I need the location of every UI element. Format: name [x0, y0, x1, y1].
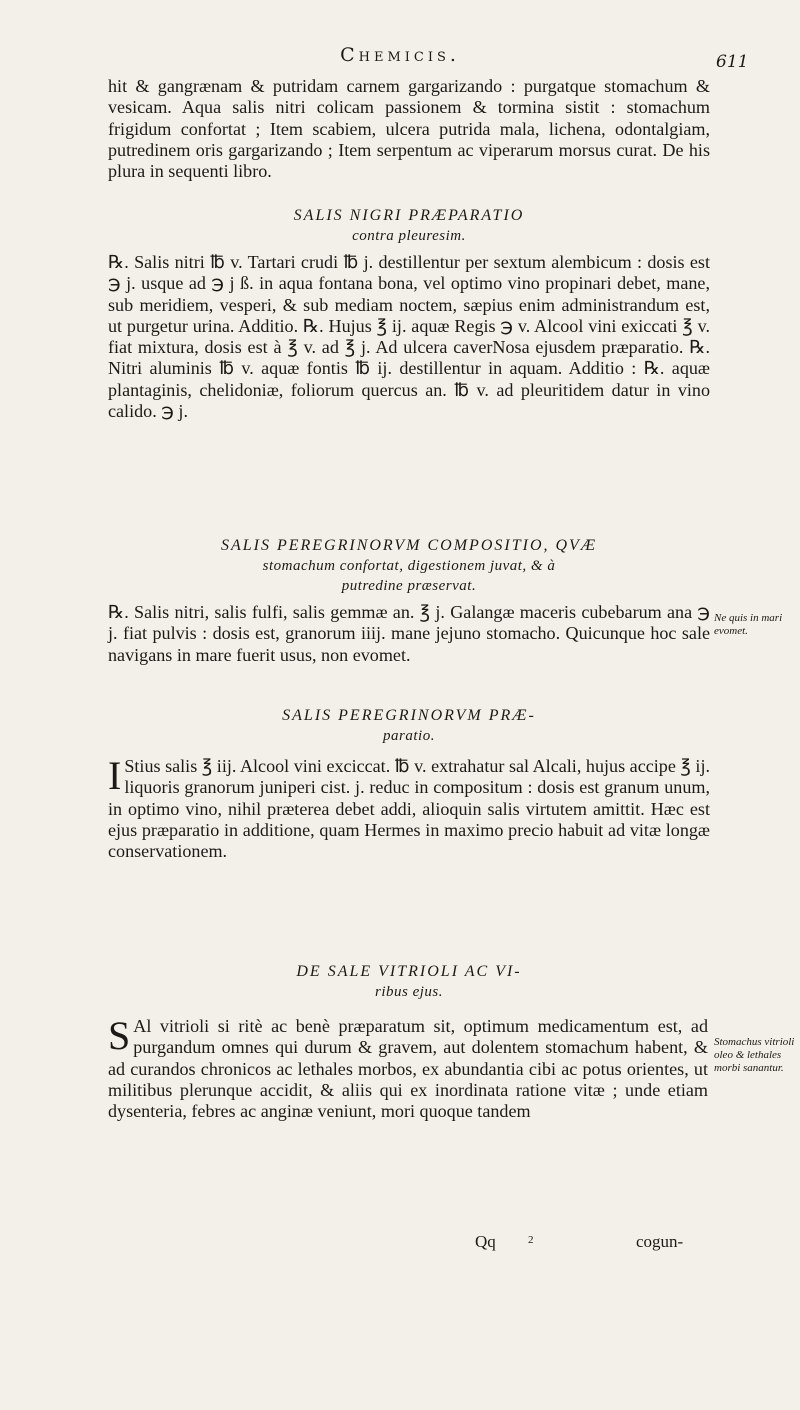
page-number: 611 [716, 52, 749, 72]
catchword: cogun- [636, 1232, 684, 1251]
heading-salis-nigri [108, 206, 710, 246]
heading-line: DE SALE VITRIOLI AC VI- [296, 963, 522, 980]
paragraph-text: Al vitrioli si ritè ac benè præparatum sit, optimum medicamentum est, ad purgandum omnes qui durum & gravem, aut dolentem stomachum habent, & ad curandos chronicos ac lethales morbos, ex abundantia cibi ac potus orientes, ut militibus plerunque accidit, & aliis qui ex inordinata ratione vitæ ; unde etiam dysenteria, febres ac anginæ veniunt, mori quoque tandem [108, 1016, 708, 1122]
heading-subline: contra pleuresim. [352, 228, 466, 244]
heading-salis-peregrinorum-compositio [108, 536, 710, 596]
margin-note-vitrioli: Stomachus vitrioli oleo & lethales morbi sanantur. [714, 1036, 795, 1074]
heading-line: SALIS PEREGRINORVM COMPOSITIO, QVÆ [220, 537, 598, 554]
signature-mark: Qq [475, 1232, 496, 1251]
margin-note-evomet: Ne quis in mari evomet. [714, 612, 783, 637]
heading-subline: putredine præservat. [341, 578, 477, 594]
drop-cap: I [108, 753, 122, 798]
paragraph-text: Stius salis ℥ iij. Alcool vini exciccat. ℔ v. extrahatur sal Alcali, hujus accipe ℥ ij. liquoris granorum juniperi cist. j. reduc in compositum : dosis est granum unum, in optimo vino, nihil præterea debet addi, alioquin salis virtutem amittit. Hæc est ejus præparatio in additione, quam Hermes in maximo precio habuit ad vitæ longæ conservationem. [108, 756, 710, 862]
page-footer [0, 1232, 800, 1256]
signature-number: 2 [528, 1234, 534, 1246]
heading-subline: paratio. [383, 728, 435, 744]
heading-line: SALIS NIGRI PRÆPARATIO [293, 207, 525, 224]
paragraph-praeparatio [108, 753, 710, 862]
heading-de-sale-vitrioli [108, 962, 710, 1002]
heading-subline: ribus ejus. [374, 984, 443, 1000]
drop-cap: S [108, 1013, 131, 1058]
paragraph-vitrioli [108, 1013, 708, 1122]
paragraph-salis-nigri: ℞. Salis nitri ℔ v. Tartari crudi ℔ j. destillentur per sextum alembicum : dosis est ℈ j. usque ad ℈ j ß. in aqua fontana bona, vel optimo vino propinari debet, mane, sub meridiem, vesperi, & sub mediam noctem, sæpius enim administrandum est, ut purgetur urina. Additio. ℞. Hujus ℥ ij. aquæ Regis ℈ v. Alcool vini exiccati ℥ v. fiat mixtura, dosis est à ℥ v. ad ℥ j. Ad ulcera caverNosa ejusdem præparatio. ℞. Nitri aluminis ℔ v. aquæ fontis ℔ ij. destillentur in aquam. Additio : ℞. aquæ plantaginis, chelidoniæ, foliorum quercus an. ℔ v. ad pleuritidem datur in vino calido. ℈ j. [108, 252, 710, 422]
heading-subline: stomachum confortat, digestionem juvat, & à [262, 558, 556, 574]
paragraph-intro: hit & gangrænam & putridam carnem gargarizando : purgatque stomachum & vesicam. Aqua salis nitri colicam passionem & tormina sistit : stomachum frigidum confortat ; Item scabiem, ulcera putrida mala, lichena, odontalgiam, putredinem oris gargarizando ; Item serpentum ac viperarum morsus curat. De his plura in sequenti libro. [108, 76, 710, 182]
heading-salis-peregrinorum-praeparatio [108, 706, 710, 746]
heading-line: SALIS PEREGRINORVM PRÆ- [282, 707, 536, 724]
running-head: Chemicis. [340, 44, 460, 66]
paragraph-compositio: ℞. Salis nitri, salis fulfi, salis gemmæ an. ℥ j. Galangæ maceris cubebarum ana ℈ j. fiat pulvis : dosis est, granorum iiij. mane jejuno stomacho. Quicunque hoc sale navigans in mare fuerit usus, non evomet. [108, 602, 710, 665]
